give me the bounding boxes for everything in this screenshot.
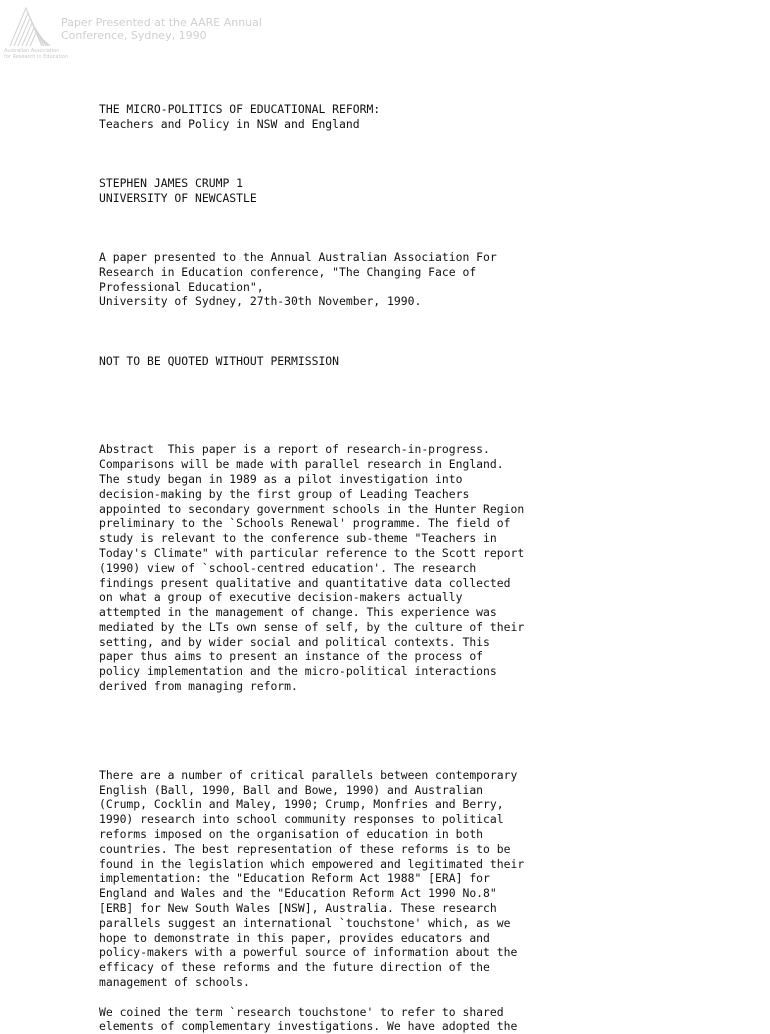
text-line: The study began in 1989 as a pilot investigation into (99, 471, 463, 486)
aare-logo (4, 4, 62, 48)
text-line: 1990) research into school community responses to political (99, 812, 504, 827)
logo-caption-line-1: Australian Association (4, 48, 60, 54)
document-body (99, 102, 539, 1034)
text-line: (1990) view of `school-centred education'. The research (99, 560, 477, 575)
text-line: Comparisons will be made with parallel research in England. (99, 457, 504, 472)
text-line: Professional Education", (99, 279, 264, 294)
text-line: Abstract This paper is a report of research-in-progress. (99, 442, 490, 457)
text-line: found in the legislation which empowered and legitimated their (99, 856, 525, 871)
text-line: Today's Climate" with particular reference to the Scott report (99, 545, 525, 560)
text-line: University of Sydney, 27th-30th November, 1990. (99, 294, 422, 309)
logo-caption (4, 48, 68, 60)
abstract (99, 442, 539, 694)
text-line: setting, and by wider social and political contexts. This (99, 634, 490, 649)
text-line: countries. The best representation of these reforms is to be (99, 841, 511, 856)
presentation-note (99, 250, 539, 309)
text-line: management of schools. (99, 975, 250, 990)
conference-line-2: Conference, Sydney, 1990 (61, 29, 207, 42)
text-line: policy-makers with a powerful source of information about the (99, 945, 518, 960)
text-line: hope to demonstrate in this paper, provides educators and (99, 930, 490, 945)
paragraph-2 (99, 1005, 539, 1034)
text-line: efficacy of these reforms and the future direction of the (99, 960, 490, 975)
text-line: study is relevant to the conference sub-theme "Teachers in (99, 531, 497, 546)
text-line: findings present qualitative and quantitative data collected (99, 575, 511, 590)
text-line: mediated by the LTs own sense of self, by the culture of their (99, 619, 525, 634)
text-line: There are a number of critical parallels between contemporary (99, 767, 518, 782)
conference-header (4, 4, 304, 60)
permission-notice: NOT TO BE QUOTED WITHOUT PERMISSION (99, 353, 340, 368)
title-line-2: Teachers and Policy in NSW and England (99, 116, 360, 131)
text-line: parallels suggest an international `touchstone' which, as we (99, 915, 511, 930)
logo-caption-line-2: for Research in Education (4, 54, 69, 60)
text-line: A paper presented to the Annual Australian Association For (99, 249, 497, 264)
text-line: reforms imposed on the organisation of education in both (99, 827, 484, 842)
text-line: implementation: the "Education Reform Act 1988" [ERA] for (99, 871, 490, 886)
text-line: appointed to secondary government schools in the Hunter Region (99, 501, 525, 516)
text-line: paper thus aims to present an instance of the process of (99, 649, 484, 664)
text-line: elements of complementary investigations. We have adopted the (99, 1019, 518, 1034)
author-affiliation: UNIVERSITY OF NEWCASTLE (99, 190, 257, 205)
text-line: attempted in the management of change. This experience was (99, 605, 497, 620)
text-line: preliminary to the `Schools Renewal' programme. The field of (99, 516, 511, 531)
author-name: STEPHEN JAMES CRUMP 1 (99, 175, 244, 190)
text-line: We coined the term `research touchstone' to refer to shared (99, 1004, 504, 1019)
text-line: decision-making by the first group of Leading Teachers (99, 486, 470, 501)
text-line: English (Ball, 1990, Ball and Bowe, 1990) and Australian (99, 782, 484, 797)
text-line: derived from managing reform. (99, 679, 298, 694)
text-line: policy implementation and the micro-political interactions (99, 664, 497, 679)
text-line: Research in Education conference, "The Changing Face of (99, 264, 477, 279)
paragraph-1 (99, 768, 539, 990)
text-line: on what a group of executive decision-makers actually (99, 590, 463, 605)
text-line: England and Wales and the "Education Reform Act 1990 No.8" (99, 886, 497, 901)
text-line: (Crump, Cocklin and Maley, 1990; Crump, Monfries and Berry, (99, 797, 504, 812)
title-line-1: THE MICRO-POLITICS OF EDUCATIONAL REFORM: (99, 102, 381, 116)
conference-line-1: Paper Presented at the AARE Annual (61, 16, 262, 29)
text-line: [ERB] for New South Wales [NSW], Australia. These research (99, 901, 497, 916)
